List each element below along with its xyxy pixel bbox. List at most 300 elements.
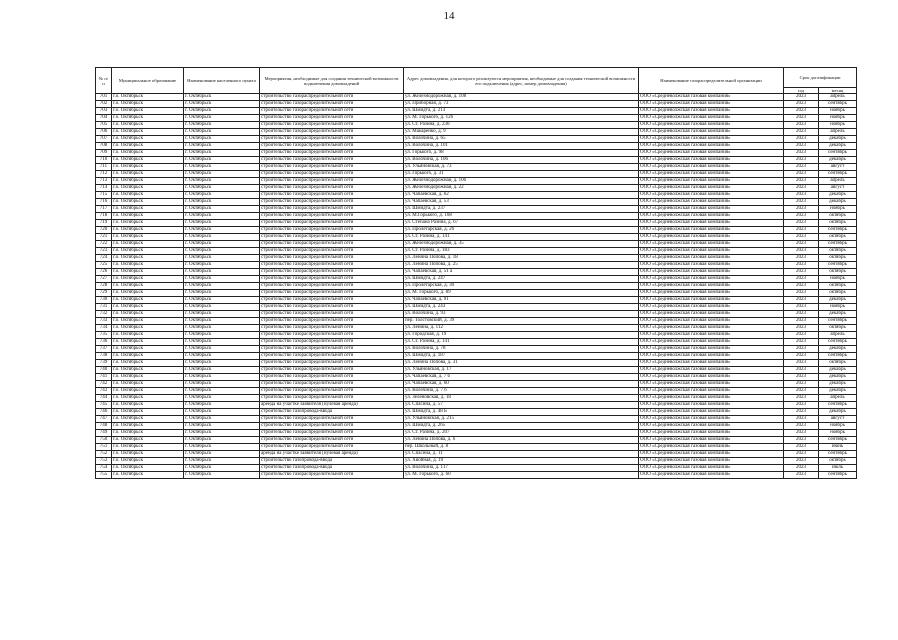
measure-cell: строительство газораспределительной сети <box>260 101 404 108</box>
row-number: 728 <box>96 283 112 290</box>
year-cell: 2023 <box>784 255 819 262</box>
address-cell: ул. Ст. Разина, д. 141 <box>404 234 639 241</box>
month-cell: июль <box>819 465 857 472</box>
locality-cell: г. Октябрьск <box>184 248 260 255</box>
month-cell: сентябрь <box>819 472 857 479</box>
locality-cell: г. Октябрьск <box>184 241 260 248</box>
table-row <box>96 367 857 374</box>
address-cell: ул. Железнодорожная, д. 108 <box>404 94 639 101</box>
measure-cell: строительство газораспределительной сети <box>260 339 404 346</box>
organization-cell: ООО «Средневолжская газовая компания» <box>639 332 784 339</box>
year-cell: 2023 <box>784 122 819 129</box>
organization-cell: ООО «Средневолжская газовая компания» <box>639 206 784 213</box>
locality-cell: г. Октябрьск <box>184 136 260 143</box>
municipality-cell: г.о. Октябрьск <box>112 444 184 451</box>
measure-cell: строительство газораспределительной сети <box>260 108 404 115</box>
municipality-cell: г.о. Октябрьск <box>112 437 184 444</box>
address-cell: ул. Ст. Разина, д. 230 <box>404 122 639 129</box>
municipality-cell: г.о. Октябрьск <box>112 150 184 157</box>
gasification-table <box>95 67 857 479</box>
row-number: 753 <box>96 458 112 465</box>
table-row <box>96 360 857 367</box>
table-row <box>96 227 857 234</box>
month-cell: ноябрь <box>819 304 857 311</box>
month-cell: декабрь <box>819 157 857 164</box>
year-cell: 2023 <box>784 269 819 276</box>
address-cell: ул. М. Горького, д. 126 <box>404 115 639 122</box>
address-cell: ул. Ульяновская, д. 215 <box>404 416 639 423</box>
locality-cell: г. Октябрьск <box>184 444 260 451</box>
organization-cell: ООО «Средневолжская газовая компания» <box>639 367 784 374</box>
row-number: 725 <box>96 262 112 269</box>
year-cell: 2023 <box>784 409 819 416</box>
organization-cell: ООО «Средневолжская газовая компания» <box>639 381 784 388</box>
locality-cell: г. Октябрьск <box>184 157 260 164</box>
table-row <box>96 430 857 437</box>
row-number: 745 <box>96 402 112 409</box>
row-number: 732 <box>96 311 112 318</box>
municipality-cell: г.о. Октябрьск <box>112 157 184 164</box>
organization-cell: ООО «Средневолжская газовая компания» <box>639 353 784 360</box>
locality-cell: г. Октябрьск <box>184 262 260 269</box>
municipality-cell: г.о. Октябрьск <box>112 220 184 227</box>
year-cell: 2023 <box>784 458 819 465</box>
row-number: 754 <box>96 465 112 472</box>
month-cell: декабрь <box>819 381 857 388</box>
address-cell: ул. Волочина, д. 7 б <box>404 388 639 395</box>
month-cell: октябрь <box>819 269 857 276</box>
locality-cell: г. Октябрьск <box>184 346 260 353</box>
measure-cell: строительство газораспределительной сети <box>260 381 404 388</box>
measure-cell: строительство газораспределительной сети <box>260 374 404 381</box>
year-cell: 2023 <box>784 94 819 101</box>
year-cell: 2023 <box>784 206 819 213</box>
row-number: 747 <box>96 416 112 423</box>
row-number: 716 <box>96 199 112 206</box>
measure-cell: строительство газораспределительной сети <box>260 115 404 122</box>
month-cell: сентябрь <box>819 353 857 360</box>
year-cell: 2023 <box>784 472 819 479</box>
organization-cell: ООО «Средневолжская газовая компания» <box>639 409 784 416</box>
municipality-cell: г.о. Октябрьск <box>112 171 184 178</box>
municipality-cell: г.о. Октябрьск <box>112 451 184 458</box>
month-cell: декабрь <box>819 136 857 143</box>
organization-cell: ООО «Средневолжская газовая компания» <box>639 451 784 458</box>
month-cell: ноябрь <box>819 276 857 283</box>
year-cell: 2023 <box>784 416 819 423</box>
row-number: 737 <box>96 346 112 353</box>
locality-cell: г. Октябрьск <box>184 94 260 101</box>
measure-cell: строительство газораспределительной сети <box>260 241 404 248</box>
address-cell: ул. Ульяновская, д. 73 <box>404 164 639 171</box>
municipality-cell: г.о. Октябрьск <box>112 143 184 150</box>
address-cell: ул. Ленина, д. 112 <box>404 325 639 332</box>
table-row <box>96 164 857 171</box>
measure-cell: строительство газораспределительной сети <box>260 269 404 276</box>
table-row <box>96 353 857 360</box>
address-cell: ул. Ленина Попова, д. 6 <box>404 437 639 444</box>
locality-cell: г. Октябрьск <box>184 325 260 332</box>
organization-cell: ООО «Средневолжская газовая компания» <box>639 234 784 241</box>
address-cell: ул. Железнодорожная, д. 22 <box>404 185 639 192</box>
month-cell: октябрь <box>819 283 857 290</box>
year-cell: 2023 <box>784 227 819 234</box>
row-number: 712 <box>96 171 112 178</box>
measure-cell: строительство газораспределительной сети <box>260 143 404 150</box>
organization-cell: ООО «Средневолжская газовая компания» <box>639 227 784 234</box>
row-number: 724 <box>96 255 112 262</box>
row-number: 720 <box>96 227 112 234</box>
row-number: 704 <box>96 115 112 122</box>
organization-cell: ООО «Средневолжская газовая компания» <box>639 444 784 451</box>
month-cell: октябрь <box>819 360 857 367</box>
measure-cell: строительство газораспределительной сети <box>260 416 404 423</box>
measure-cell: строительство газораспределительной сети <box>260 353 404 360</box>
organization-cell: ООО «Средневолжская газовая компания» <box>639 458 784 465</box>
year-cell: 2023 <box>784 136 819 143</box>
municipality-cell: г.о. Октябрьск <box>112 164 184 171</box>
month-cell: сентябрь <box>819 227 857 234</box>
month-cell: декабрь <box>819 297 857 304</box>
row-number: 736 <box>96 339 112 346</box>
organization-cell: ООО «Средневолжская газовая компания» <box>639 311 784 318</box>
year-cell: 2023 <box>784 325 819 332</box>
table-row <box>96 241 857 248</box>
locality-cell: г. Октябрьск <box>184 472 260 479</box>
address-cell: ул. Железнодорожная, д. 35 <box>404 241 639 248</box>
measure-cell: строительство газораспределительной сети <box>260 430 404 437</box>
year-cell: 2023 <box>784 115 819 122</box>
month-cell: сентябрь <box>819 150 857 157</box>
table-row <box>96 213 857 220</box>
locality-cell: г. Октябрьск <box>184 339 260 346</box>
month-cell: июнь <box>819 444 857 451</box>
address-cell: ул. Городская, д. 19 <box>404 332 639 339</box>
year-cell: 2023 <box>784 360 819 367</box>
municipality-cell: г.о. Октябрьск <box>112 178 184 185</box>
month-cell: ноябрь <box>819 206 857 213</box>
municipality-cell: г.о. Октябрьск <box>112 185 184 192</box>
organization-cell: ООО «Средневолжская газовая компания» <box>639 437 784 444</box>
address-cell: ул. Ст. Разина, д. 141 <box>404 339 639 346</box>
locality-cell: г. Октябрьск <box>184 185 260 192</box>
month-cell: ноябрь <box>819 108 857 115</box>
municipality-cell: г.о. Октябрьск <box>112 269 184 276</box>
month-cell: декабрь <box>819 311 857 318</box>
month-cell: декабрь <box>819 388 857 395</box>
organization-cell: ООО «Средневолжская газовая компания» <box>639 213 784 220</box>
locality-cell: г. Октябрьск <box>184 220 260 227</box>
measure-cell: строительство газораспределительной сети <box>260 255 404 262</box>
table-row <box>96 465 857 472</box>
organization-cell: ООО «Средневолжская газовая компания» <box>639 150 784 157</box>
month-cell: октябрь <box>819 248 857 255</box>
table-row <box>96 332 857 339</box>
year-cell: 2023 <box>784 248 819 255</box>
municipality-cell: г.о. Октябрьск <box>112 276 184 283</box>
address-cell: ул. Горького, д. 98 <box>404 150 639 157</box>
table-row <box>96 276 857 283</box>
measure-cell: строительство газораспределительной сети <box>260 171 404 178</box>
table-row <box>96 178 857 185</box>
month-cell: ноябрь <box>819 423 857 430</box>
organization-cell: ООО «Средневолжская газовая компания» <box>639 192 784 199</box>
row-number: 751 <box>96 444 112 451</box>
address-cell: ул. Волочина, д. 106 <box>404 157 639 164</box>
municipality-cell: г.о. Октябрьск <box>112 206 184 213</box>
row-number: 750 <box>96 437 112 444</box>
organization-cell: ООО «Средневолжская газовая компания» <box>639 171 784 178</box>
organization-cell: ООО «Средневолжская газовая компания» <box>639 388 784 395</box>
organization-cell: ООО «Средневолжская газовая компания» <box>639 199 784 206</box>
table-row <box>96 444 857 451</box>
row-number: 731 <box>96 304 112 311</box>
measure-cell: строительство газораспределительной сети <box>260 444 404 451</box>
organization-cell: ООО «Средневолжская газовая компания» <box>639 395 784 402</box>
table-row <box>96 108 857 115</box>
organization-cell: ООО «Средневолжская газовая компания» <box>639 465 784 472</box>
organization-cell: ООО «Средневолжская газовая компания» <box>639 101 784 108</box>
municipality-cell: г.о. Октябрьск <box>112 115 184 122</box>
organization-cell: ООО «Средневолжская газовая компания» <box>639 94 784 101</box>
year-cell: 2023 <box>784 157 819 164</box>
year-cell: 2023 <box>784 381 819 388</box>
organization-cell: ООО «Средневолжская газовая компания» <box>639 185 784 192</box>
year-cell: 2023 <box>784 451 819 458</box>
organization-cell: ООО «Средневолжская газовая компания» <box>639 108 784 115</box>
municipality-cell: г.о. Октябрьск <box>112 409 184 416</box>
table-row <box>96 234 857 241</box>
row-number: 739 <box>96 360 112 367</box>
year-cell: 2023 <box>784 339 819 346</box>
locality-cell: г. Октябрьск <box>184 129 260 136</box>
organization-cell: ООО «Средневолжская газовая компания» <box>639 297 784 304</box>
table-row <box>96 269 857 276</box>
address-cell: пер. Толстовский, д. 39 <box>404 318 639 325</box>
municipality-cell: г.о. Октябрьск <box>112 248 184 255</box>
year-cell: 2023 <box>784 171 819 178</box>
measure-cell: строительство газораспределительной сети <box>260 150 404 157</box>
row-number: 735 <box>96 332 112 339</box>
municipality-cell: г.о. Октябрьск <box>112 122 184 129</box>
address-cell: ул. Железнодорожная, д. 106 <box>404 178 639 185</box>
table-row <box>96 262 857 269</box>
municipality-cell: г.о. Октябрьск <box>112 346 184 353</box>
table-row <box>96 171 857 178</box>
measure-cell: строительство газораспределительной сети <box>260 206 404 213</box>
table-row <box>96 325 857 332</box>
locality-cell: г. Октябрьск <box>184 164 260 171</box>
municipality-cell: г.о. Октябрьск <box>112 101 184 108</box>
address-cell: ул. Волочина, д. 101 <box>404 143 639 150</box>
locality-cell: г. Октябрьск <box>184 115 260 122</box>
measure-cell: строительство газораспределительной сети <box>260 185 404 192</box>
row-number: 738 <box>96 353 112 360</box>
municipality-cell: г.о. Октябрьск <box>112 339 184 346</box>
table-row <box>96 388 857 395</box>
year-cell: 2023 <box>784 220 819 227</box>
address-cell: ул. Волочина, д. 93 <box>404 311 639 318</box>
organization-cell: ООО «Средневолжская газовая компания» <box>639 136 784 143</box>
address-cell: ул. Волочина, д. 65 <box>404 136 639 143</box>
table-row <box>96 129 857 136</box>
locality-cell: г. Октябрьск <box>184 318 260 325</box>
organization-cell: ООО «Средневолжская газовая компания» <box>639 283 784 290</box>
year-cell: 2023 <box>784 346 819 353</box>
month-cell: декабрь <box>819 374 857 381</box>
year-cell: 2023 <box>784 192 819 199</box>
measure-cell: аренда на участке заявителя (нулевая аренда) <box>260 402 404 409</box>
municipality-cell: г.о. Октябрьск <box>112 108 184 115</box>
month-cell: апрель <box>819 129 857 136</box>
municipality-cell: г.о. Октябрьск <box>112 192 184 199</box>
measure-cell: строительство газораспределительной сети <box>260 199 404 206</box>
page-number: 14 <box>443 10 455 22</box>
address-cell: ул. Чапаевская, д. 62 <box>404 192 639 199</box>
address-cell: ул. Приборная, д. 73 <box>404 101 639 108</box>
organization-cell: ООО «Средневолжская газовая компания» <box>639 255 784 262</box>
row-number: 705 <box>96 122 112 129</box>
measure-cell: строительство газопровода-ввода <box>260 465 404 472</box>
organization-cell: ООО «Средневолжская газовая компания» <box>639 129 784 136</box>
locality-cell: г. Октябрьск <box>184 423 260 430</box>
measure-cell: строительство газораспределительной сети <box>260 423 404 430</box>
year-cell: 2023 <box>784 423 819 430</box>
year-cell: 2023 <box>784 444 819 451</box>
address-cell: ул. Волочина, д. 117 <box>404 465 639 472</box>
locality-cell: г. Октябрьск <box>184 234 260 241</box>
month-cell: октябрь <box>819 234 857 241</box>
header-municipality: Муниципальное образование <box>112 68 184 94</box>
organization-cell: ООО «Средневолжская газовая компания» <box>639 262 784 269</box>
row-number: 701 <box>96 94 112 101</box>
measure-cell: строительство газораспределительной сети <box>260 178 404 185</box>
address-cell: ул. М. Горького, д. 60 <box>404 472 639 479</box>
locality-cell: г. Октябрьск <box>184 101 260 108</box>
table-row <box>96 143 857 150</box>
locality-cell: г. Октябрьск <box>184 199 260 206</box>
month-cell: октябрь <box>819 325 857 332</box>
measure-cell: строительство газораспределительной сети <box>260 227 404 234</box>
address-cell: ул. Ленина Попова, д. 31 <box>404 360 639 367</box>
locality-cell: г. Октябрьск <box>184 367 260 374</box>
row-number: 749 <box>96 430 112 437</box>
organization-cell: ООО «Средневолжская газовая компания» <box>639 325 784 332</box>
table-row <box>96 451 857 458</box>
address-cell: ул. Ульяновская, д. 17 <box>404 367 639 374</box>
row-number: 740 <box>96 367 112 374</box>
month-cell: ноябрь <box>819 430 857 437</box>
measure-cell: строительство газораспределительной сети <box>260 262 404 269</box>
organization-cell: ООО «Средневолжская газовая компания» <box>639 276 784 283</box>
measure-cell: строительство газораспределительной сети <box>260 122 404 129</box>
locality-cell: г. Октябрьск <box>184 374 260 381</box>
row-number: 723 <box>96 248 112 255</box>
table-row <box>96 220 857 227</box>
table-row <box>96 206 857 213</box>
table-row <box>96 304 857 311</box>
month-cell: октябрь <box>819 213 857 220</box>
table-row <box>96 374 857 381</box>
month-cell: октябрь <box>819 255 857 262</box>
table-row <box>96 157 857 164</box>
measure-cell: строительство газораспределительной сети <box>260 388 404 395</box>
address-cell: ул. Чапаевская, д. 91 <box>404 297 639 304</box>
municipality-cell: г.о. Октябрьск <box>112 381 184 388</box>
row-number: 726 <box>96 269 112 276</box>
organization-cell: ООО «Средневолжская газовая компания» <box>639 423 784 430</box>
month-cell: октябрь <box>819 220 857 227</box>
table-row <box>96 150 857 157</box>
locality-cell: г. Октябрьск <box>184 297 260 304</box>
locality-cell: г. Октябрьск <box>184 437 260 444</box>
municipality-cell: г.о. Октябрьск <box>112 416 184 423</box>
address-cell: ул. Спасина, д. 57 <box>404 402 639 409</box>
measure-cell: строительство газораспределительной сети <box>260 164 404 171</box>
row-number: 715 <box>96 192 112 199</box>
municipality-cell: г.о. Октябрьск <box>112 360 184 367</box>
year-cell: 2023 <box>784 332 819 339</box>
table-row <box>96 437 857 444</box>
organization-cell: ООО «Средневолжская газовая компания» <box>639 416 784 423</box>
organization-cell: ООО «Средневолжская газовая компания» <box>639 157 784 164</box>
municipality-cell: г.о. Октябрьск <box>112 374 184 381</box>
measure-cell: строительство газораспределительной сети <box>260 213 404 220</box>
municipality-cell: г.о. Октябрьск <box>112 94 184 101</box>
locality-cell: г. Октябрьск <box>184 213 260 220</box>
municipality-cell: г.о. Октябрьск <box>112 227 184 234</box>
year-cell: 2023 <box>784 290 819 297</box>
address-cell: ул. Ленина Попова, д. 18 <box>404 255 639 262</box>
month-cell: апрель <box>819 395 857 402</box>
year-cell: 2023 <box>784 276 819 283</box>
locality-cell: г. Октябрьск <box>184 451 260 458</box>
municipality-cell: г.о. Октябрьск <box>112 465 184 472</box>
row-number: 743 <box>96 388 112 395</box>
row-number: 734 <box>96 325 112 332</box>
year-cell: 2023 <box>784 367 819 374</box>
address-cell: ул. Шмидта, д. 243 <box>404 304 639 311</box>
table-row <box>96 346 857 353</box>
measure-cell: строительство газораспределительной сети <box>260 367 404 374</box>
header-year: год <box>784 88 819 94</box>
municipality-cell: г.о. Октябрьск <box>112 472 184 479</box>
address-cell: ул. Макаренко, д. 9 <box>404 129 639 136</box>
measure-cell: строительство газораспределительной сети <box>260 248 404 255</box>
organization-cell: ООО «Средневолжская газовая компания» <box>639 346 784 353</box>
municipality-cell: г.о. Октябрьск <box>112 458 184 465</box>
table-row <box>96 101 857 108</box>
table-row <box>96 136 857 143</box>
organization-cell: ООО «Средневолжская газовая компания» <box>639 318 784 325</box>
row-number: 727 <box>96 276 112 283</box>
organization-cell: ООО «Средневолжская газовая компания» <box>639 143 784 150</box>
year-cell: 2023 <box>784 437 819 444</box>
row-number: 755 <box>96 472 112 479</box>
measure-cell: строительство газораспределительной сети <box>260 472 404 479</box>
table-row <box>96 381 857 388</box>
row-number: 709 <box>96 150 112 157</box>
month-cell: апрель <box>819 94 857 101</box>
year-cell: 2023 <box>784 241 819 248</box>
year-cell: 2023 <box>784 262 819 269</box>
locality-cell: г. Октябрьск <box>184 360 260 367</box>
address-cell: ул. Ленина Попова, д. 25 <box>404 262 639 269</box>
organization-cell: ООО «Средневолжская газовая компания» <box>639 164 784 171</box>
measure-cell: строительство газораспределительной сети <box>260 129 404 136</box>
locality-cell: г. Октябрьск <box>184 171 260 178</box>
month-cell: сентябрь <box>819 339 857 346</box>
